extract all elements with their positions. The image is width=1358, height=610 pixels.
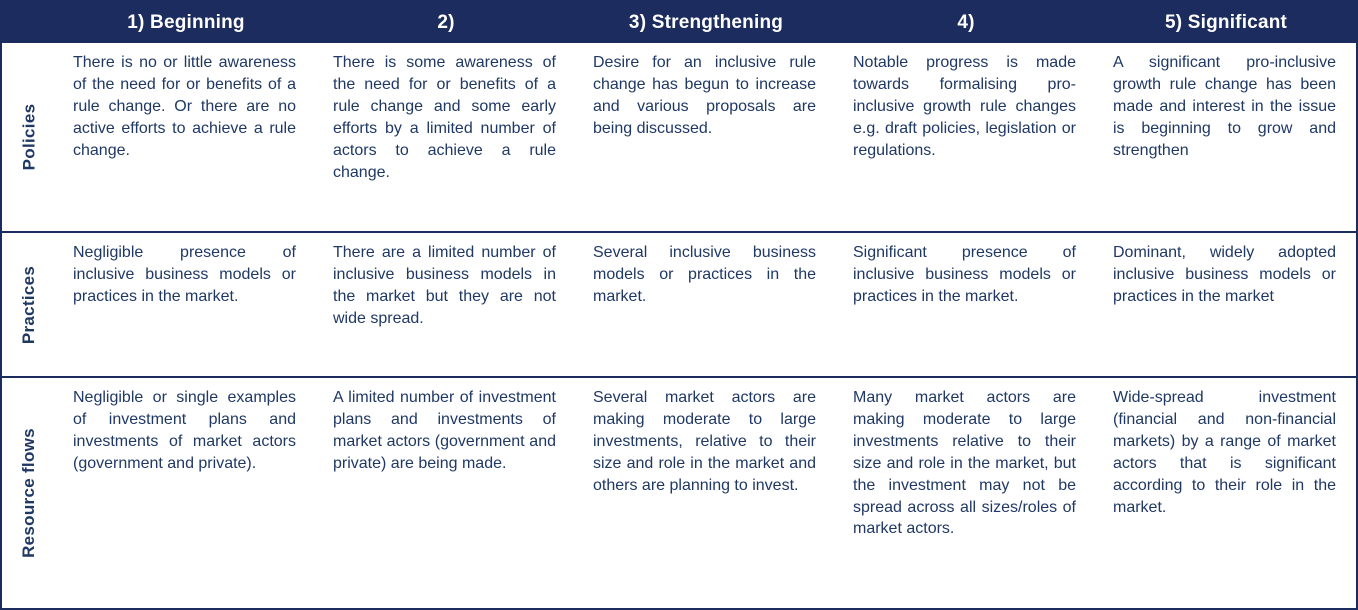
cell-policies-2: There is some awareness of the need for or benefits of a rule change and some early efforts by a limited number of actors to achieve a rule change. [333, 54, 556, 181]
header-stage-2: 2) [316, 2, 576, 43]
cell-practices-4: Significant presence of inclusive business models or practices in the market. [836, 231, 1096, 376]
cell-policies-1: There is no or little awareness of the need for or benefits of a rule change. Or there are no active efforts to achieve a rule change. [73, 54, 296, 159]
cell-practices-5: Dominant, widely adopted inclusive business models or practices in the market [1096, 231, 1356, 376]
header-stage-1: 1) Beginning [56, 2, 316, 43]
cell-policies-5: A significant pro-inclusive growth rule change has been made and interest in the issue is beginning to grow and strengthen [1113, 54, 1336, 159]
cell-practices-3: Several inclusive business models or practices in the market. [576, 231, 836, 376]
row-label-policies-text: Policies [19, 103, 38, 171]
header-stage-5: 5) Significant [1096, 2, 1356, 43]
header-corner-cell [2, 2, 56, 43]
row-label-practices [2, 231, 56, 376]
row-label-resource-flows [2, 376, 56, 608]
row-label-resource-flows-text: Resource flows [19, 428, 39, 558]
cell-resource-flows-5: Wide-spread investment (financial and non-financial markets) by a range of market actors that is significant according to their role in the market. [1096, 376, 1356, 608]
row-label-policies [2, 43, 56, 231]
cell-resource-flows-3: Several market actors are making moderate to large investments, relative to their size and role in the market and others are planning to invest. [576, 376, 836, 608]
header-stage-3: 3) Strengthening [576, 2, 836, 43]
row-label-practices-text: Practices [19, 265, 38, 344]
header-stage-4: 4) [836, 2, 1096, 43]
cell-practices-1: Negligible presence of inclusive business models or practices in the market. [56, 231, 316, 376]
cell-resource-flows-2: A limited number of investment plans and investments of market actors (government and private) are being made. [316, 376, 576, 608]
cell-resource-flows-4: Many market actors are making moderate to large investments relative to their size and role in the market, but the investment may not be spread across all sizes/roles of market actors. [836, 376, 1096, 608]
cell-practices-2: There are a limited number of inclusive business models in the market but they are not wide spread. [316, 231, 576, 376]
cell-resource-flows-1: Negligible or single examples of investment plans and investments of market actors (government and private). [56, 376, 316, 608]
cell-policies-3: Desire for an inclusive rule change has begun to increase and various proposals are being discussed. [593, 54, 816, 137]
cell-policies-4: Notable progress is made towards formalising pro-inclusive growth rule changes e.g. draft policies, legislation or regulations. [853, 54, 1076, 159]
